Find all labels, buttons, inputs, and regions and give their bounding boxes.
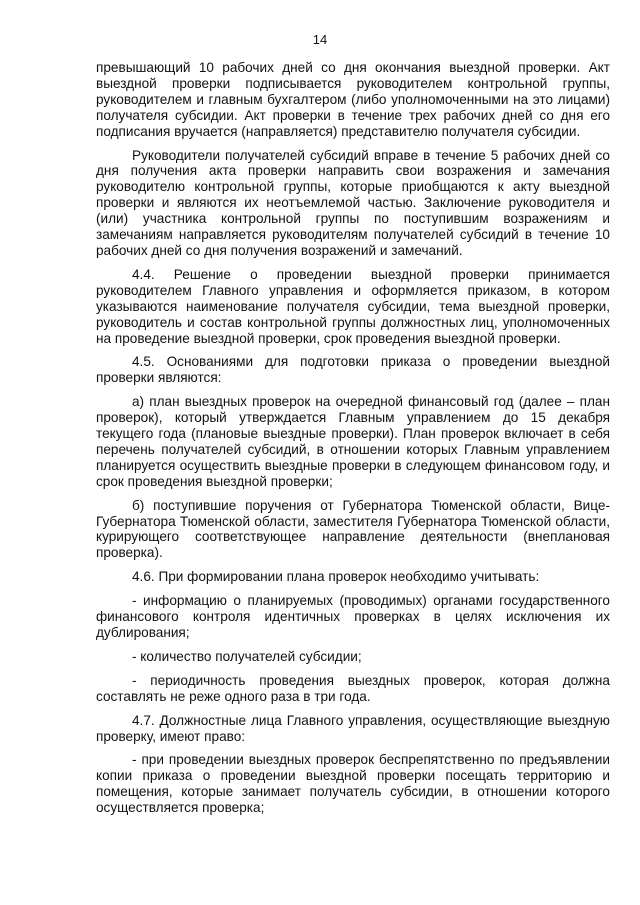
paragraph-4-4: 4.4. Решение о проведении выездной проверки принимается руководителем Главного управления и оформляется приказом, в котором указываются наименование получателя субсидии, тема выездной проверки, руководитель и состав контрольной группы должностных лиц, уполномоченных на проведение выездной проверки, срок проведения выездной проверки. [96, 266, 610, 346]
paragraph-4-6: 4.6. При формировании плана проверок необходимо учитывать: [132, 569, 540, 585]
list-item-control-info: - информацию о планируемых (проводимых) органами государственного финансового контроля идентичных проверках в целях исключения их дублирования; [96, 593, 610, 640]
document-body [96, 60, 610, 816]
page-number: 14 [312, 32, 328, 47]
list-item-recipients-count: - количество получателей субсидии; [132, 648, 362, 664]
paragraph-4-5: 4.5. Основаниями для подготовки приказа о проведении выездной проверки являются: [96, 354, 610, 386]
paragraph-objections: Руководители получателей субсидий вправе в течение 5 рабочих дней со дня получения акта проверки направить свои возражения и замечания руководителю контрольной группы, которые приобщаются к акту выездной проверки и являются их неотъемлемой частью. Заключение руководителя и (или) участника контрольной группы по поступившим возражениям и замечаниям направляется руководителям получателей субсидий в течение 10 рабочих дней со дня получения возражений и замечаний. [96, 147, 610, 258]
paragraph-4-7: 4.7. Должностные лица Главного управления, осуществляющие выездную проверку, имеют право: [96, 712, 610, 744]
list-item-access-right: - при проведении выездных проверок беспрепятственно по предъявлении копии приказа о проведении выездной проверки посещать территорию и помещения, которые занимает получатель субсидии, в отношении которого осуществляется проверка; [96, 752, 610, 816]
paragraph-4-5-a: а) план выездных проверок на очередной финансовый год (далее – план проверок), который утверждается Главным управлением до 15 декабря текущего года (плановые выездные проверки). План проверок включает в себя перечень получателей субсидий, в отношении которых Главным управлением планируется осуществить выездные проверки в следующем финансовом году, и срок проведения выездной проверки; [96, 394, 610, 489]
list-item-periodicity: - периодичность проведения выездных проверок, которая должна составлять не реже одного раза в три года. [96, 672, 610, 704]
paragraph-act-signing: превышающий 10 рабочих дней со дня окончания выездной проверки. Акт выездной проверки подписывается руководителем контрольной группы, руководителем и главным бухгалтером (либо уполномоченными на это лицами) получателя субсидии. Акт проверки в течение трех рабочих дней со дня его подписания вручается (направляется) представителю получателя субсидии. [96, 60, 610, 139]
paragraph-4-5-b: б) поступившие поручения от Губернатора Тюменской области, Вице-Губернатора Тюменской области, заместителя Губернатора Тюменской области, курирующего соответствующее направление деятельности (внеплановая проверка). [96, 497, 610, 561]
